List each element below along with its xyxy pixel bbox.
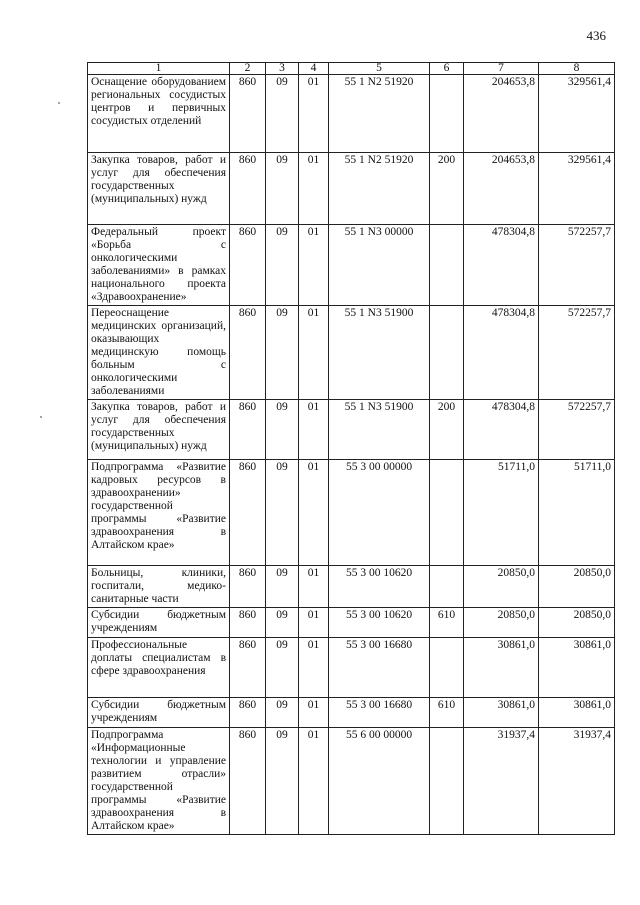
table-row — [88, 400, 615, 460]
expense-type-cell: 200 — [430, 400, 464, 460]
subsection-code-cell: 01 — [299, 225, 329, 306]
ministry-code-cell: 860 — [230, 638, 266, 698]
section-code-cell: 09 — [266, 728, 299, 835]
subsection-code-cell: 01 — [299, 608, 329, 638]
item-name-cell: Подпрограмма «Информационные технологии и управление развитием отрасли» государственной программы «Развитие здравоохранения в Алтайском крае» — [88, 728, 230, 835]
item-name-cell: Больницы, клиники, госпитали, медико-санитарные части — [88, 566, 230, 608]
item-name-cell: Закупка товаров, работ и услуг для обеспечения государственных (муниципальных) нужд — [88, 400, 230, 460]
amount-year2-cell: 20850,0 — [539, 566, 615, 608]
subsection-code-cell: 01 — [299, 566, 329, 608]
ministry-code-cell: 860 — [230, 75, 266, 153]
amount-year1-cell: 478304,8 — [464, 400, 539, 460]
header-cell: 8 — [539, 63, 615, 75]
expense-type-cell — [430, 460, 464, 566]
expense-type-cell — [430, 566, 464, 608]
amount-year1-cell: 20850,0 — [464, 608, 539, 638]
table-row — [88, 225, 615, 306]
table-row — [88, 460, 615, 566]
subsection-code-cell: 01 — [299, 400, 329, 460]
target-article-cell: 55 6 00 00000 — [329, 728, 430, 835]
ministry-code-cell: 860 — [230, 566, 266, 608]
item-name-cell: Федеральный проект «Борьба с онкологическими заболеваниями» в рамках национального проекта «Здравоохранение» — [88, 225, 230, 306]
header-cell: 1 — [88, 63, 230, 75]
item-name-cell: Переоснащение медицинских организаций, оказывающих медицинскую помощь больным с онкологическими заболеваниями — [88, 306, 230, 400]
subsection-code-cell: 01 — [299, 728, 329, 835]
expense-type-cell — [430, 75, 464, 153]
amount-year2-cell: 329561,4 — [539, 153, 615, 225]
expense-type-cell: 610 — [430, 698, 464, 728]
ministry-code-cell: 860 — [230, 225, 266, 306]
header-cell: 3 — [266, 63, 299, 75]
amount-year1-cell: 30861,0 — [464, 698, 539, 728]
subsection-code-cell: 01 — [299, 638, 329, 698]
target-article-cell: 55 1 N3 00000 — [329, 225, 430, 306]
subsection-code-cell: 01 — [299, 698, 329, 728]
item-name-cell: Подпрограмма «Развитие кадровых ресурсов в здравоохранении» государственной программы «Развитие здравоохранения в Алтайском крае» — [88, 460, 230, 566]
amount-year2-cell: 572257,7 — [539, 400, 615, 460]
expense-type-cell — [430, 728, 464, 835]
item-name-cell: Субсидии бюджетным учреждениям — [88, 608, 230, 638]
table-row — [88, 638, 615, 698]
ministry-code-cell: 860 — [230, 608, 266, 638]
table-row — [88, 608, 615, 638]
amount-year1-cell: 478304,8 — [464, 225, 539, 306]
amount-year1-cell: 20850,0 — [464, 566, 539, 608]
amount-year2-cell: 572257,7 — [539, 306, 615, 400]
target-article-cell: 55 1 N3 51900 — [329, 400, 430, 460]
target-article-cell: 55 1 N3 51900 — [329, 306, 430, 400]
amount-year1-cell: 204653,8 — [464, 75, 539, 153]
subsection-code-cell: 01 — [299, 306, 329, 400]
amount-year1-cell: 478304,8 — [464, 306, 539, 400]
item-name-cell: Закупка товаров, работ и услуг для обеспечения государственных (муниципальных) нужд — [88, 153, 230, 225]
scan-speck — [58, 102, 60, 104]
target-article-cell: 55 1 N2 51920 — [329, 153, 430, 225]
expense-type-cell: 200 — [430, 153, 464, 225]
header-cell: 5 — [329, 63, 430, 75]
section-code-cell: 09 — [266, 153, 299, 225]
amount-year2-cell: 30861,0 — [539, 638, 615, 698]
section-code-cell: 09 — [266, 225, 299, 306]
ministry-code-cell: 860 — [230, 306, 266, 400]
amount-year2-cell: 329561,4 — [539, 75, 615, 153]
section-code-cell: 09 — [266, 608, 299, 638]
table-row — [88, 153, 615, 225]
expense-type-cell — [430, 638, 464, 698]
target-article-cell: 55 3 00 10620 — [329, 608, 430, 638]
amount-year2-cell: 572257,7 — [539, 225, 615, 306]
ministry-code-cell: 860 — [230, 153, 266, 225]
expense-type-cell — [430, 306, 464, 400]
amount-year1-cell: 31937,4 — [464, 728, 539, 835]
expense-type-cell: 610 — [430, 608, 464, 638]
amount-year1-cell: 30861,0 — [464, 638, 539, 698]
ministry-code-cell: 860 — [230, 460, 266, 566]
section-code-cell: 09 — [266, 400, 299, 460]
ministry-code-cell: 860 — [230, 400, 266, 460]
subsection-code-cell: 01 — [299, 460, 329, 566]
header-cell: 4 — [299, 63, 329, 75]
subsection-code-cell: 01 — [299, 75, 329, 153]
header-row — [88, 63, 615, 75]
amount-year2-cell: 51711,0 — [539, 460, 615, 566]
section-code-cell: 09 — [266, 306, 299, 400]
budget-table — [87, 62, 615, 835]
ministry-code-cell: 860 — [230, 728, 266, 835]
target-article-cell: 55 3 00 10620 — [329, 566, 430, 608]
section-code-cell: 09 — [266, 566, 299, 608]
header-cell: 7 — [464, 63, 539, 75]
expense-type-cell — [430, 225, 464, 306]
table-row — [88, 306, 615, 400]
ministry-code-cell: 860 — [230, 698, 266, 728]
table-row — [88, 698, 615, 728]
section-code-cell: 09 — [266, 75, 299, 153]
table-row — [88, 566, 615, 608]
item-name-cell: Оснащение оборудованием региональных сосудистых центров и первичных сосудистых отделений — [88, 75, 230, 153]
section-code-cell: 09 — [266, 460, 299, 566]
target-article-cell: 55 3 00 00000 — [329, 460, 430, 566]
amount-year1-cell: 51711,0 — [464, 460, 539, 566]
subsection-code-cell: 01 — [299, 153, 329, 225]
scan-speck — [40, 416, 42, 418]
target-article-cell: 55 3 00 16680 — [329, 698, 430, 728]
item-name-cell: Профессиональные доплаты специалистам в сфере здравоохранения — [88, 638, 230, 698]
section-code-cell: 09 — [266, 698, 299, 728]
header-cell: 6 — [430, 63, 464, 75]
table-row — [88, 728, 615, 835]
amount-year1-cell: 204653,8 — [464, 153, 539, 225]
target-article-cell: 55 1 N2 51920 — [329, 75, 430, 153]
section-code-cell: 09 — [266, 638, 299, 698]
item-name-cell: Субсидии бюджетным учреждениям — [88, 698, 230, 728]
header-cell: 2 — [230, 63, 266, 75]
amount-year2-cell: 20850,0 — [539, 608, 615, 638]
amount-year2-cell: 31937,4 — [539, 728, 615, 835]
table-row — [88, 75, 615, 153]
target-article-cell: 55 3 00 16680 — [329, 638, 430, 698]
page-number: 436 — [586, 28, 606, 43]
amount-year2-cell: 30861,0 — [539, 698, 615, 728]
